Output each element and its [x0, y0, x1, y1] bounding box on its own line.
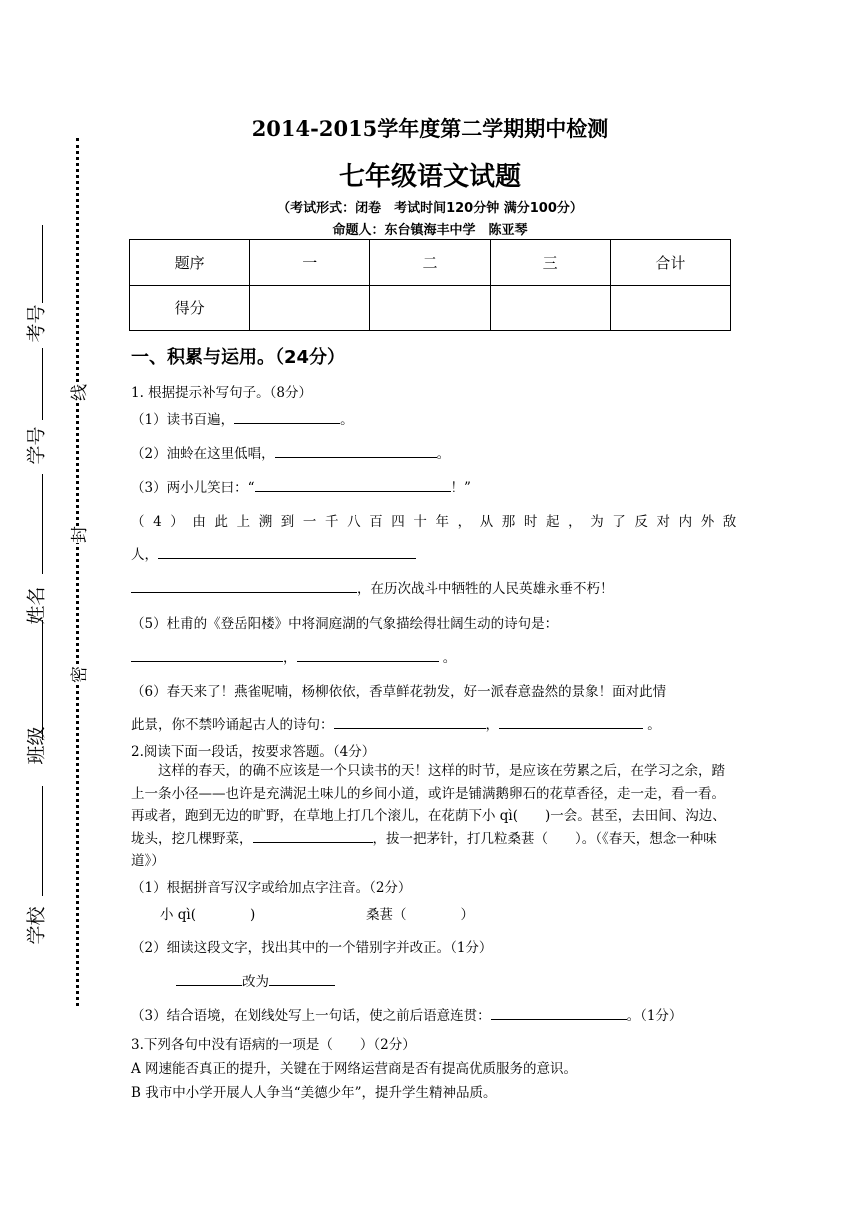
answer-blank[interactable] — [158, 544, 416, 559]
question-1-item-1 — [131, 408, 354, 428]
field-exam-number-label: 考号 — [25, 304, 48, 343]
margin-line-xingming — [42, 474, 43, 574]
answer-blank[interactable] — [499, 714, 643, 729]
answer-blank[interactable] — [334, 714, 486, 729]
item-text: （1）读书百遍， — [131, 412, 235, 428]
item-text: （3）结合语境，在划线处写上一句话，使之前后语意连贯： — [131, 1008, 491, 1024]
exam-title: 2014-2015学年度第二学期期中检测 — [251, 116, 609, 141]
field-name-label: 姓名 — [25, 586, 48, 625]
table-row — [130, 240, 731, 286]
exam-author: 命题人：东台镇海丰中学 陈亚琴 — [332, 223, 528, 238]
field-school-label: 学校 — [25, 906, 48, 945]
passage-text: 这样的春天，的确不应该是一个只读书的天！这样的时节，是应该在劳累之后，在学习之余，踏上一条小径——也许是充满泥土味儿的乡间小道，或许是铺满鹅卵石的花草香径，走一走，看一看。再或者，跑到无边的旷野，在草地上打几个滚儿，在花荫下小 qì( )一会。甚至，去田间、沟边、垅头，挖几棵野菜， — [131, 763, 726, 847]
margin-line-xuexiao — [42, 786, 43, 896]
question-1-item-2 — [131, 442, 450, 462]
item-punct: ， — [485, 717, 499, 733]
answer-blank[interactable] — [491, 1005, 627, 1020]
item-text: ，在历次战斗中牺牲的人民英雄永垂不朽！ — [357, 581, 614, 597]
question-2-sub-2: （2）细读这段文字，找出其中的一个错别字并改正。（1分） — [131, 940, 493, 956]
question-1-item-5-blanks — [131, 646, 456, 666]
question-1-item-4-line2 — [131, 543, 416, 563]
answer-blank[interactable] — [297, 647, 439, 662]
item-text: 人， — [131, 547, 158, 563]
table-cell: 一 — [250, 240, 370, 286]
question-2-stem: 2.阅读下面一段话，按要求答题。（4分） — [131, 744, 376, 760]
question-2-sub-2-answer — [176, 970, 335, 990]
field-student-id-label: 学号 — [25, 426, 48, 465]
question-2-sub-1: （1）根据拼音写汉字或给加点字注音。（2分） — [131, 880, 412, 896]
question-3-stem: 3.下列各句中没有语病的一项是（ ）（2分） — [131, 1037, 416, 1053]
answer-blank[interactable] — [269, 971, 335, 986]
item-text: 。（1分） — [626, 1008, 683, 1024]
seal-mark-xian: 线 — [65, 384, 90, 401]
score-cell[interactable] — [250, 285, 370, 331]
table-cell: 得分 — [130, 285, 250, 331]
seal-dotted-line — [76, 138, 79, 1006]
question-1-item-4-line3 — [131, 577, 614, 597]
item-text: ！” — [450, 480, 471, 496]
passage-text: ，拔一把茅针，打几粒桑葚（ ）。（《春天，想念一种味道》） — [131, 830, 717, 869]
question-3-option-a[interactable]: A 网速能否真正的提升，关键在于网络运营商是否有提高优质服务的意识。 — [131, 1061, 578, 1077]
table-cell: 三 — [490, 240, 610, 286]
question-3-option-b[interactable]: B 我市中小学开展人人争当“美德少年”，提升学生精神品质。 — [131, 1085, 497, 1101]
question-1-item-6-line2 — [131, 713, 661, 733]
answer-blank[interactable] — [255, 477, 451, 492]
item-text: （2）油蛉在这里低唱， — [131, 446, 275, 462]
table-cell: 合计 — [610, 240, 730, 286]
item-text: 此景，你不禁吟诵起古人的诗句： — [131, 717, 334, 733]
question-1-item-3 — [131, 476, 471, 496]
question-2-passage — [131, 760, 731, 873]
question-2-sub-3 — [131, 1004, 682, 1024]
score-cell[interactable] — [370, 285, 490, 331]
question-1-item-4-line1: （4）由此上溯到一千八百四十年，从那时起，为了反对内外敌 — [131, 514, 745, 530]
question-2-sub-1-a: 小 qì( ) — [160, 907, 256, 923]
table-row — [130, 285, 731, 331]
item-text: 改为 — [242, 974, 269, 990]
seal-mark-mi: 密 — [65, 666, 90, 683]
exam-info: （考试形式：闭卷 考试时间120分钟 满分100分） — [277, 201, 583, 216]
score-cell[interactable] — [490, 285, 610, 331]
margin-line-xuehao — [42, 348, 43, 420]
item-punct: 。 — [436, 446, 451, 462]
answer-blank[interactable] — [275, 443, 437, 458]
question-2-sub-1-b: 桑葚（ ） — [366, 907, 474, 923]
exam-subtitle: 七年级语文试题 — [338, 162, 521, 192]
section-heading: 一、积累与运用。（24分） — [131, 347, 346, 368]
answer-blank[interactable] — [234, 409, 340, 424]
item-text: （3）两小儿笑曰：“ — [131, 480, 255, 496]
item-punct: 。 — [340, 412, 354, 428]
answer-blank[interactable] — [131, 578, 357, 593]
question-1-item-5: （5）杜甫的《登岳阳楼》中将洞庭湖的气象描绘得壮阔生动的诗句是： — [131, 616, 559, 632]
table-cell: 二 — [370, 240, 490, 286]
seal-mark-feng: 封 — [65, 526, 90, 543]
question-1-item-6-line1: （6）春天来了！燕雀呢喃，杨柳依依，香草鲜花勃发，好一派春意盎然的景象！面对此情 — [131, 684, 667, 700]
answer-blank[interactable] — [176, 971, 242, 986]
answer-blank[interactable] — [253, 828, 373, 843]
question-1-stem: 1. 根据提示补写句子。（8分） — [131, 385, 313, 401]
answer-blank[interactable] — [131, 647, 283, 662]
field-class-label: 班级 — [25, 726, 48, 765]
table-cell: 题序 — [130, 240, 250, 286]
score-cell[interactable] — [610, 285, 730, 331]
item-punct: 。 — [643, 717, 661, 733]
score-table — [129, 239, 731, 331]
item-punct: 。 — [438, 650, 457, 666]
margin-line-banji — [42, 620, 43, 740]
item-punct: ， — [283, 650, 297, 666]
